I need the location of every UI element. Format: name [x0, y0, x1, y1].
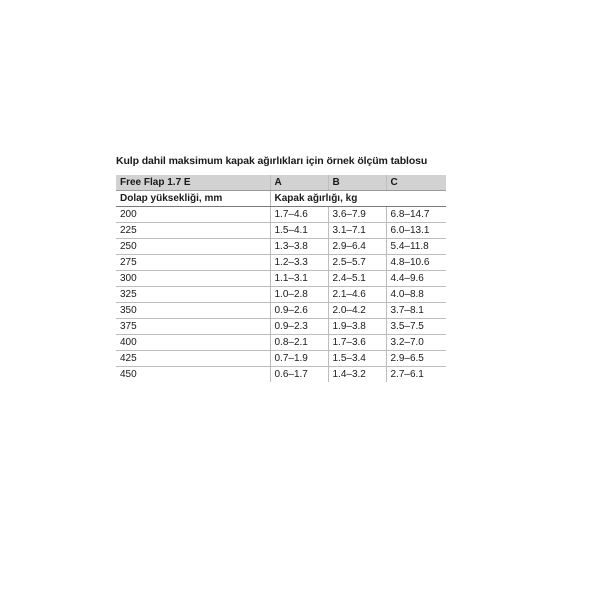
weight-c-cell: 4.8–10.6	[386, 255, 446, 271]
weight-a-cell: 0.8–2.1	[270, 335, 328, 351]
cabinet-height-cell: 275	[116, 255, 270, 271]
cabinet-height-cell: 225	[116, 223, 270, 239]
table-header-row	[116, 175, 446, 191]
weight-a-cell: 1.3–3.8	[270, 239, 328, 255]
header-c: C	[386, 175, 446, 191]
weight-c-cell: 2.9–6.5	[386, 351, 446, 367]
document-content	[116, 155, 446, 382]
weight-c-cell: 3.7–8.1	[386, 303, 446, 319]
weight-a-cell: 0.6–1.7	[270, 367, 328, 383]
weight-b-cell: 2.4–5.1	[328, 271, 386, 287]
weight-a-cell: 1.5–4.1	[270, 223, 328, 239]
weight-b-cell: 1.9–3.8	[328, 319, 386, 335]
weight-b-cell: 1.7–3.6	[328, 335, 386, 351]
weight-b-cell: 2.0–4.2	[328, 303, 386, 319]
cabinet-height-cell: 250	[116, 239, 270, 255]
table-row	[116, 207, 446, 223]
header-model: Free Flap 1.7 E	[116, 175, 270, 191]
weight-c-cell: 4.4–9.6	[386, 271, 446, 287]
weight-c-cell: 3.2–7.0	[386, 335, 446, 351]
weight-b-cell: 2.1–4.6	[328, 287, 386, 303]
table-row	[116, 367, 446, 383]
weight-a-cell: 0.7–1.9	[270, 351, 328, 367]
cabinet-height-cell: 450	[120, 369, 137, 380]
table-row	[116, 351, 446, 367]
cabinet-height-cell: 400	[116, 335, 270, 351]
table-row	[116, 239, 446, 255]
weight-b-cell: 3.1–7.1	[328, 223, 386, 239]
cabinet-height-cell: 200	[116, 207, 270, 223]
cabinet-height-cell: 300	[116, 271, 270, 287]
cabinet-height-cell: 425	[116, 351, 270, 367]
weight-a-cell: 0.9–2.6	[270, 303, 328, 319]
header-b: B	[328, 175, 386, 191]
subheader-cabinet-height: Dolap yüksekliği, mm	[116, 191, 270, 207]
table-row	[116, 223, 446, 239]
table-row	[116, 335, 446, 351]
weight-b-cell: 2.9–6.4	[328, 239, 386, 255]
weight-a-cell: 1.7–4.6	[270, 207, 328, 223]
table-row	[116, 303, 446, 319]
table-row	[116, 287, 446, 303]
cabinet-height-cell: 325	[116, 287, 270, 303]
weight-a-cell: 1.2–3.3	[270, 255, 328, 271]
cabinet-height-cell: 375	[116, 319, 270, 335]
table-caption: Kulp dahil maksimum kapak ağırlıkları için örnek ölçüm tablosu	[116, 155, 428, 167]
weight-a-cell: 1.1–3.1	[270, 271, 328, 287]
weight-a-cell: 0.9–2.3	[270, 319, 328, 335]
weight-b-cell: 1.5–3.4	[328, 351, 386, 367]
table-row	[116, 319, 446, 335]
weight-b-cell: 3.6–7.9	[328, 207, 386, 223]
table-row	[116, 255, 446, 271]
weight-c-cell: 3.5–7.5	[386, 319, 446, 335]
weight-c-cell: 4.0–8.8	[386, 287, 446, 303]
weight-c-cell: 6.8–14.7	[386, 207, 446, 223]
weight-b-cell: 1.4–3.2	[328, 367, 386, 383]
weight-b-cell: 2.5–5.7	[328, 255, 386, 271]
weight-a-cell: 1.0–2.8	[270, 287, 328, 303]
cabinet-height-cell: 350	[116, 303, 270, 319]
weight-c-cell: 2.7–6.1	[386, 367, 446, 383]
weight-table	[116, 175, 446, 382]
weight-c-cell: 6.0–13.1	[386, 223, 446, 239]
subheader-door-weight: Kapak ağırlığı, kg	[270, 191, 446, 207]
header-a: A	[270, 175, 328, 191]
table-subheader-row	[116, 191, 446, 207]
table-row	[116, 271, 446, 287]
weight-c-cell: 5.4–11.8	[386, 239, 446, 255]
